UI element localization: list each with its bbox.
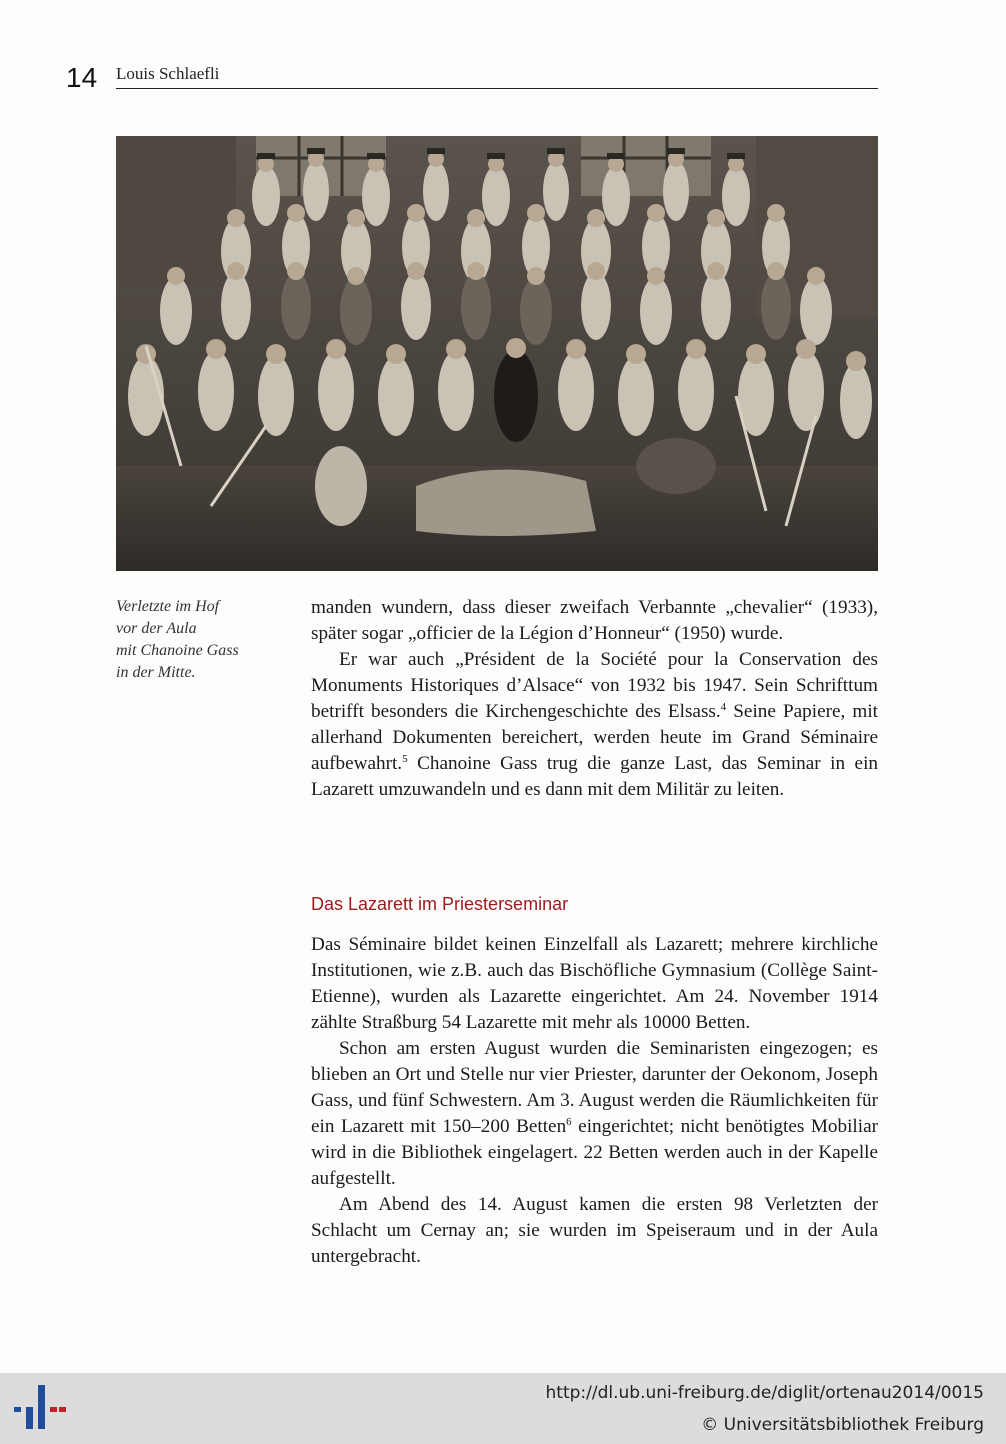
paragraph-text: eingerichtet; nicht benötigtes Mobiliar wird in die Bibliothek eingelagert. 22 Betten werden auch in der Kapelle aufgestellt.: [311, 1116, 878, 1189]
text-block-bottom: [311, 932, 878, 1270]
header-rule: [116, 88, 878, 89]
paragraph-text: Er war auch „Président de la Société pour la Conservation des Monuments Historiques d’Alsace“ von 1932 bis 1947. Sein Schrifttum betrifft besonders die Kirchengeschichte des Elsass.: [311, 649, 878, 722]
paragraph: Am Abend des 14. August kamen die ersten 98 Verletzten der Schlacht um Cernay an; sie wurden im Speiseraum und in der Aula untergebracht.: [311, 1194, 878, 1267]
paragraph: Das Séminaire bildet keinen Einzelfall als Lazarett; mehrere kirchliche Institutionen, wie z.B. auch das Bischöfliche Gymnasium (Collège Saint-Etienne), wurden als Lazarette eingerichtet. Am 24. November 1914 zählte Straßburg 54 Lazarette mit mehr als 10000 Betten.: [311, 934, 878, 1033]
source-url-link[interactable]: http://dl.ub.uni-freiburg.de/diglit/ortenau2014/0015: [545, 1383, 984, 1403]
paragraph: [311, 1036, 878, 1192]
paragraph-text: Chanoine Gass trug die ganze Last, das Seminar in ein Lazarett umzuwandeln und es dann mit dem Militär zu leiten.: [311, 753, 878, 800]
text-block-top: [311, 595, 878, 803]
paragraph: manden wundern, dass dieser zweifach Verbannte „chevalier“ (1933), später sogar „officier de la Légion d’Honneur“ (1950) wurde.: [311, 597, 878, 644]
paragraph-text: Schon am ersten August wurden die Seminaristen eingezogen; es blieben an Ort und Stelle nur vier Priester, darunter der Oekonom, Joseph Gass, und fünf Schwestern. Am 3. August werden die Räumlichkeiten für ein Lazarett mit 150–200 Betten: [311, 1038, 878, 1137]
section-heading: Das Lazarett im Priesterseminar: [311, 894, 569, 914]
paragraph-text: Seine Papiere, mit allerhand Dokumenten bereichert, werden heute im Grand Séminaire aufbewahrt.: [311, 701, 878, 774]
running-head: Louis Schlaefli: [116, 64, 220, 83]
page-number: 14: [66, 62, 98, 93]
footer-bar: [0, 1373, 1006, 1444]
footnote-marker: 6: [566, 1116, 572, 1128]
caption-line: mit Chanoine Gass: [116, 642, 239, 659]
historical-photo: [116, 136, 878, 571]
footnote-marker: 4: [720, 701, 727, 713]
paragraph: [311, 647, 878, 803]
photo-caption: [116, 596, 286, 684]
caption-line: in der Mitte.: [116, 664, 196, 681]
caption-line: Verletzte im Hof: [116, 598, 220, 615]
footnote-marker: 5: [402, 753, 408, 765]
copyright-notice: © Universitätsbibliothek Freiburg: [701, 1415, 984, 1435]
library-logo-icon: [14, 1385, 66, 1431]
photo-illustration: [116, 136, 878, 571]
caption-line: vor der Aula: [116, 620, 197, 637]
